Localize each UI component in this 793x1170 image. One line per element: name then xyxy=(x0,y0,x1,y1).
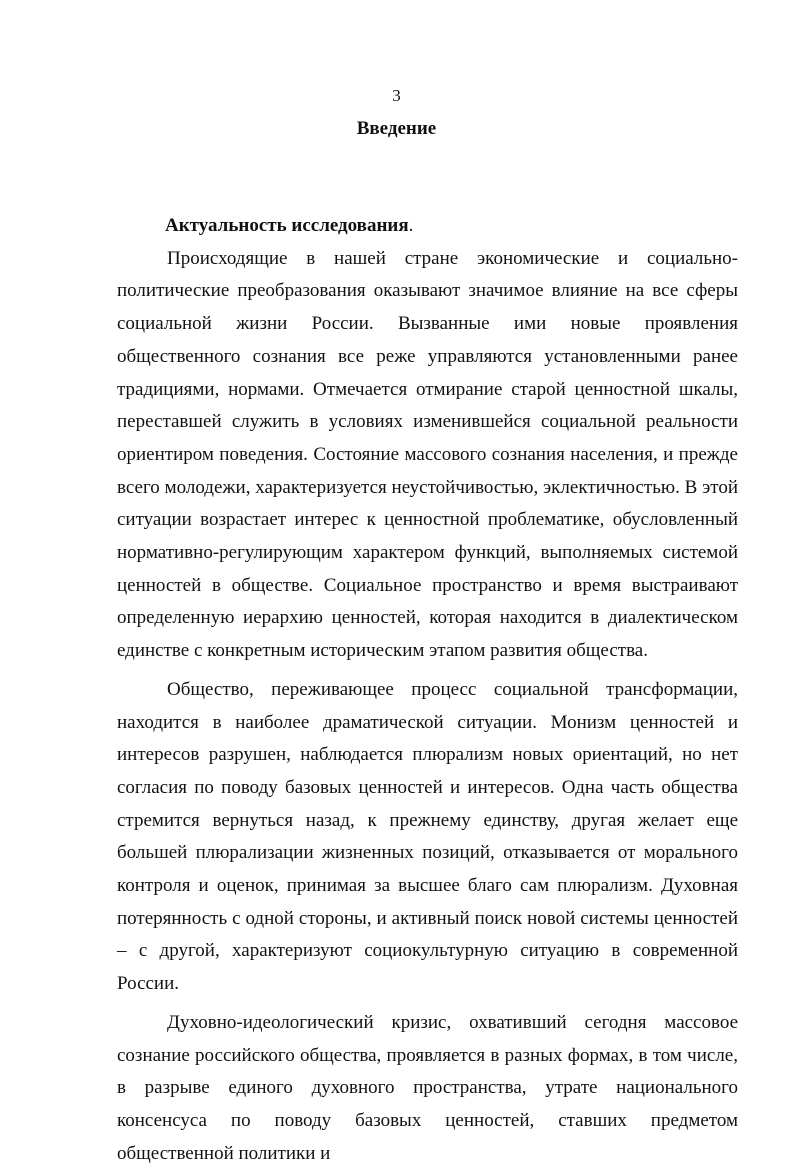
section-heading-text: Актуальность исследования xyxy=(165,215,409,236)
page-number: 3 xyxy=(392,86,401,105)
document-body xyxy=(117,210,738,1170)
section-heading xyxy=(117,210,738,243)
paragraph-2: Общество, переживающее процесс социальной трансформации, находится в наиболее драматической ситуации. Монизм ценностей и интересов разрушен, наблюдается плюрализм новых ориентаций, но нет согласия по поводу базовых ценностей и интересов. Одна часть общества стремится вернуться назад, к прежнему единству, другая желает еще большей плюрализации жизненных позиций, отказывается от морального контроля и оценок, принимая за высшее благо сам плюрализм. Духовная потерянность с одной стороны, и активный поиск новой системы ценностей – с другой, характеризуют социокультурную ситуацию в современной России. xyxy=(117,678,738,995)
page-title: Введение xyxy=(356,118,437,139)
paragraph-3: Духовно-идеологический кризис, охвативший сегодня массовое сознание российского общества, проявляется в разных формах, в том числе, в разрыве единого духовного пространства, утрате национального консенсуса по поводу базовых ценностей, ставших предметом общественной политики и xyxy=(117,1011,738,1164)
paragraph-1: Происходящие в нашей стране экономические и социально-политические преобразования оказывают значимое влияние на все сферы социальной жизни России. Вызванные ими новые проявления общественного сознания все реже управляются установленными ранее традициями, нормами. Отмечается отмирание старой ценностной шкалы, переставшей служить в условиях изменившейся социальной реальности ориентиром поведения. Состояние массового сознания населения, и прежде всего молодежи, характеризуется неустойчивостью, эклектичностью. В этой ситуации возрастает интерес к ценностной проблематике, обусловленный нормативно-регулирующим характером функций, выполняемых системой ценностей в обществе. Социальное пространство и время выстраивают определенную иерархию ценностей, которая находится в диалектическом единстве с конкретным историческим этапом развития общества. xyxy=(117,247,738,662)
section-heading-punct: . xyxy=(408,215,414,236)
